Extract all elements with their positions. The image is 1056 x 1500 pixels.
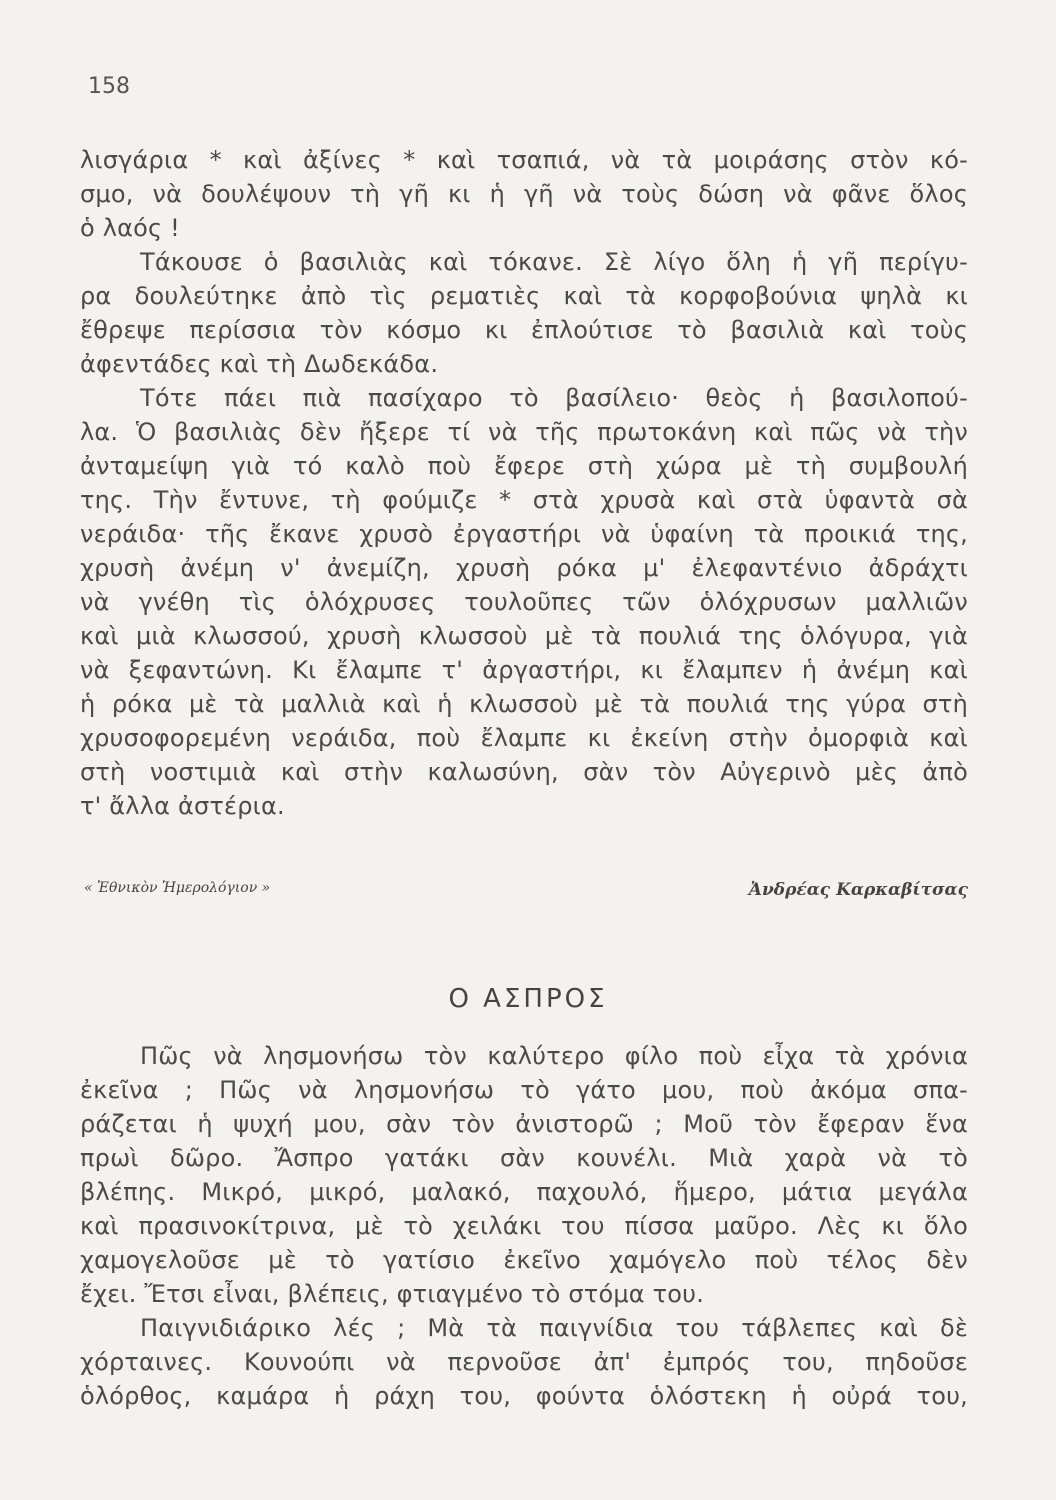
story-text-2 bbox=[80, 1039, 968, 1413]
text-line: καὶ πρασινοκίτρινα, μὲ τὸ χειλάκι του πίσσα μαῦρο. Λὲς κι ὅλο bbox=[80, 1212, 968, 1240]
text-line: Τάκουσε ὁ βασιλιὰς καὶ τόκανε. Σὲ λίγο ὅλη ἡ γῆ περίγυ- bbox=[140, 248, 968, 276]
author-name: Ἀνδρέας Καρκαβίτσας bbox=[748, 880, 968, 900]
text-line: ἔχει. Ἔτσι εἶναι, βλέπεις, φτιαγμένο τὸ στόμα του. bbox=[80, 1280, 705, 1308]
text-line: νὰ γνέθη τὶς ὁλόχρυσες τουλοῦπες τῶν ὁλόχρυσων μαλλιῶν bbox=[80, 588, 968, 616]
text-line: ἡ ρόκα μὲ τὰ μαλλιὰ καὶ ἡ κλωσσοὺ μὲ τὰ πουλιά της γύρα στὴ bbox=[80, 690, 968, 718]
text-line: νεράιδα· τῆς ἔκανε χρυσὸ ἐργαστήρι νὰ ὑφαίνη τὰ προικιά της, bbox=[80, 520, 968, 548]
text-line: Πῶς νὰ λησμονήσω τὸν καλύτερο φίλο ποὺ εἶχα τὰ χρόνια bbox=[140, 1042, 968, 1070]
text-line: λισγάρια * καὶ ἀξίνες * καὶ τσαπιά, νὰ τὰ μοιράσης στὸν κό- bbox=[80, 146, 968, 174]
text-line: στὴ νοστιμιὰ καὶ στὴν καλωσύνη, σὰν τὸν Αὐγερινὸ μὲς ἀπὸ bbox=[80, 758, 968, 786]
text-line: Τότε πάει πιὰ πασίχαρο τὸ βασίλειο· θεὸς ἡ βασιλοπού- bbox=[140, 384, 968, 412]
page-number: 158 bbox=[88, 74, 130, 99]
attribution bbox=[80, 880, 968, 904]
text-line: χόρταινες. Κουνούπι νὰ περνοῦσε ἀπ' ἐμπρός του, πηδοῦσε bbox=[80, 1348, 968, 1376]
story-text-1 bbox=[80, 143, 968, 823]
text-line: της. Τὴν ἔντυνε, τὴ φούμιζε * στὰ χρυσὰ καὶ στὰ ὑφαντὰ σὰ bbox=[80, 486, 968, 514]
text-line: βλέπης. Μικρό, μικρό, μαλακό, παχουλό, ἥμερο, μάτια μεγάλα bbox=[80, 1178, 968, 1206]
text-line: χαμογελοῦσε μὲ τὸ γατίσιο ἐκεῖνο χαμόγελο ποὺ τέλος δὲν bbox=[80, 1246, 968, 1274]
text-line: ἐκεῖνα ; Πῶς νὰ λησμονήσω τὸ γάτο μου, ποὺ ἀκόμα σπα- bbox=[80, 1076, 968, 1104]
text-line: σμο, νὰ δουλέψουν τὴ γῆ κι ἡ γῆ νὰ τοὺς δώση νὰ φᾶνε ὅλος bbox=[80, 180, 968, 208]
text-line: πρωὶ δῶρο. Ἄσπρο γατάκι σὰν κουνέλι. Μιὰ χαρὰ νὰ τὸ bbox=[80, 1144, 968, 1172]
text-line: Παιγνιδιάρικο λές ; Μὰ τὰ παιγνίδια του τάβλεπες καὶ δὲ bbox=[140, 1314, 968, 1342]
text-line: ρα δουλεύτηκε ἀπὸ τὶς ρεματιὲς καὶ τὰ κορφοβούνια ψηλὰ κι bbox=[80, 282, 968, 310]
text-line: τ' ἄλλα ἀστέρια. bbox=[80, 792, 285, 820]
story-title: Ο ΑΣΠΡΟΣ bbox=[448, 984, 608, 1014]
text-line: ἀνταμείψη γιὰ τό καλὸ ποὺ ἔφερε στὴ χώρα μὲ τὴ συμβουλή bbox=[80, 452, 968, 480]
text-line: νὰ ξεφαντώνη. Κι ἔλαμπε τ' ἀργαστήρι, κι ἔλαμπεν ἡ ἀνέμη καὶ bbox=[80, 656, 968, 684]
text-line: λα. Ὁ βασιλιὰς δὲν ἤξερε τί νὰ τῆς πρωτοκάνη καὶ πῶς νὰ τὴν bbox=[80, 418, 968, 446]
text-line: χρυσὴ ἀνέμη ν' ἀνεμίζη, χρυσὴ ρόκα μ' ἐλεφαντένιο ἀδράχτι bbox=[80, 554, 968, 582]
text-line: χρυσοφορεμένη νεράιδα, ποὺ ἔλαμπε κι ἐκείνη στὴν ὀμορφιὰ καὶ bbox=[80, 724, 968, 752]
text-line: ράζεται ἡ ψυχή μου, σὰν τὸν ἀνιστορῶ ; Μοῦ τὸν ἔφεραν ἕνα bbox=[80, 1110, 968, 1138]
text-line: ἔθρεψε περίσσια τὸν κόσμο κι ἐπλούτισε τὸ βασιλιὰ καὶ τοὺς bbox=[80, 316, 968, 344]
text-line: ὁ λαός ! bbox=[80, 214, 180, 242]
text-line: ὁλόρθος, καμάρα ἡ ράχη του, φούντα ὁλόστεκη ἡ οὐρά του, bbox=[80, 1382, 968, 1410]
text-line: ἀφεντάδες καὶ τὴ Δωδεκάδα. bbox=[80, 350, 439, 378]
text-line: καὶ μιὰ κλωσσού, χρυσὴ κλωσσοὺ μὲ τὰ πουλιά της ὁλόγυρα, γιὰ bbox=[80, 622, 968, 650]
source-citation: « Ἐθνικὸν Ἡμερολόγιον » bbox=[84, 880, 271, 896]
